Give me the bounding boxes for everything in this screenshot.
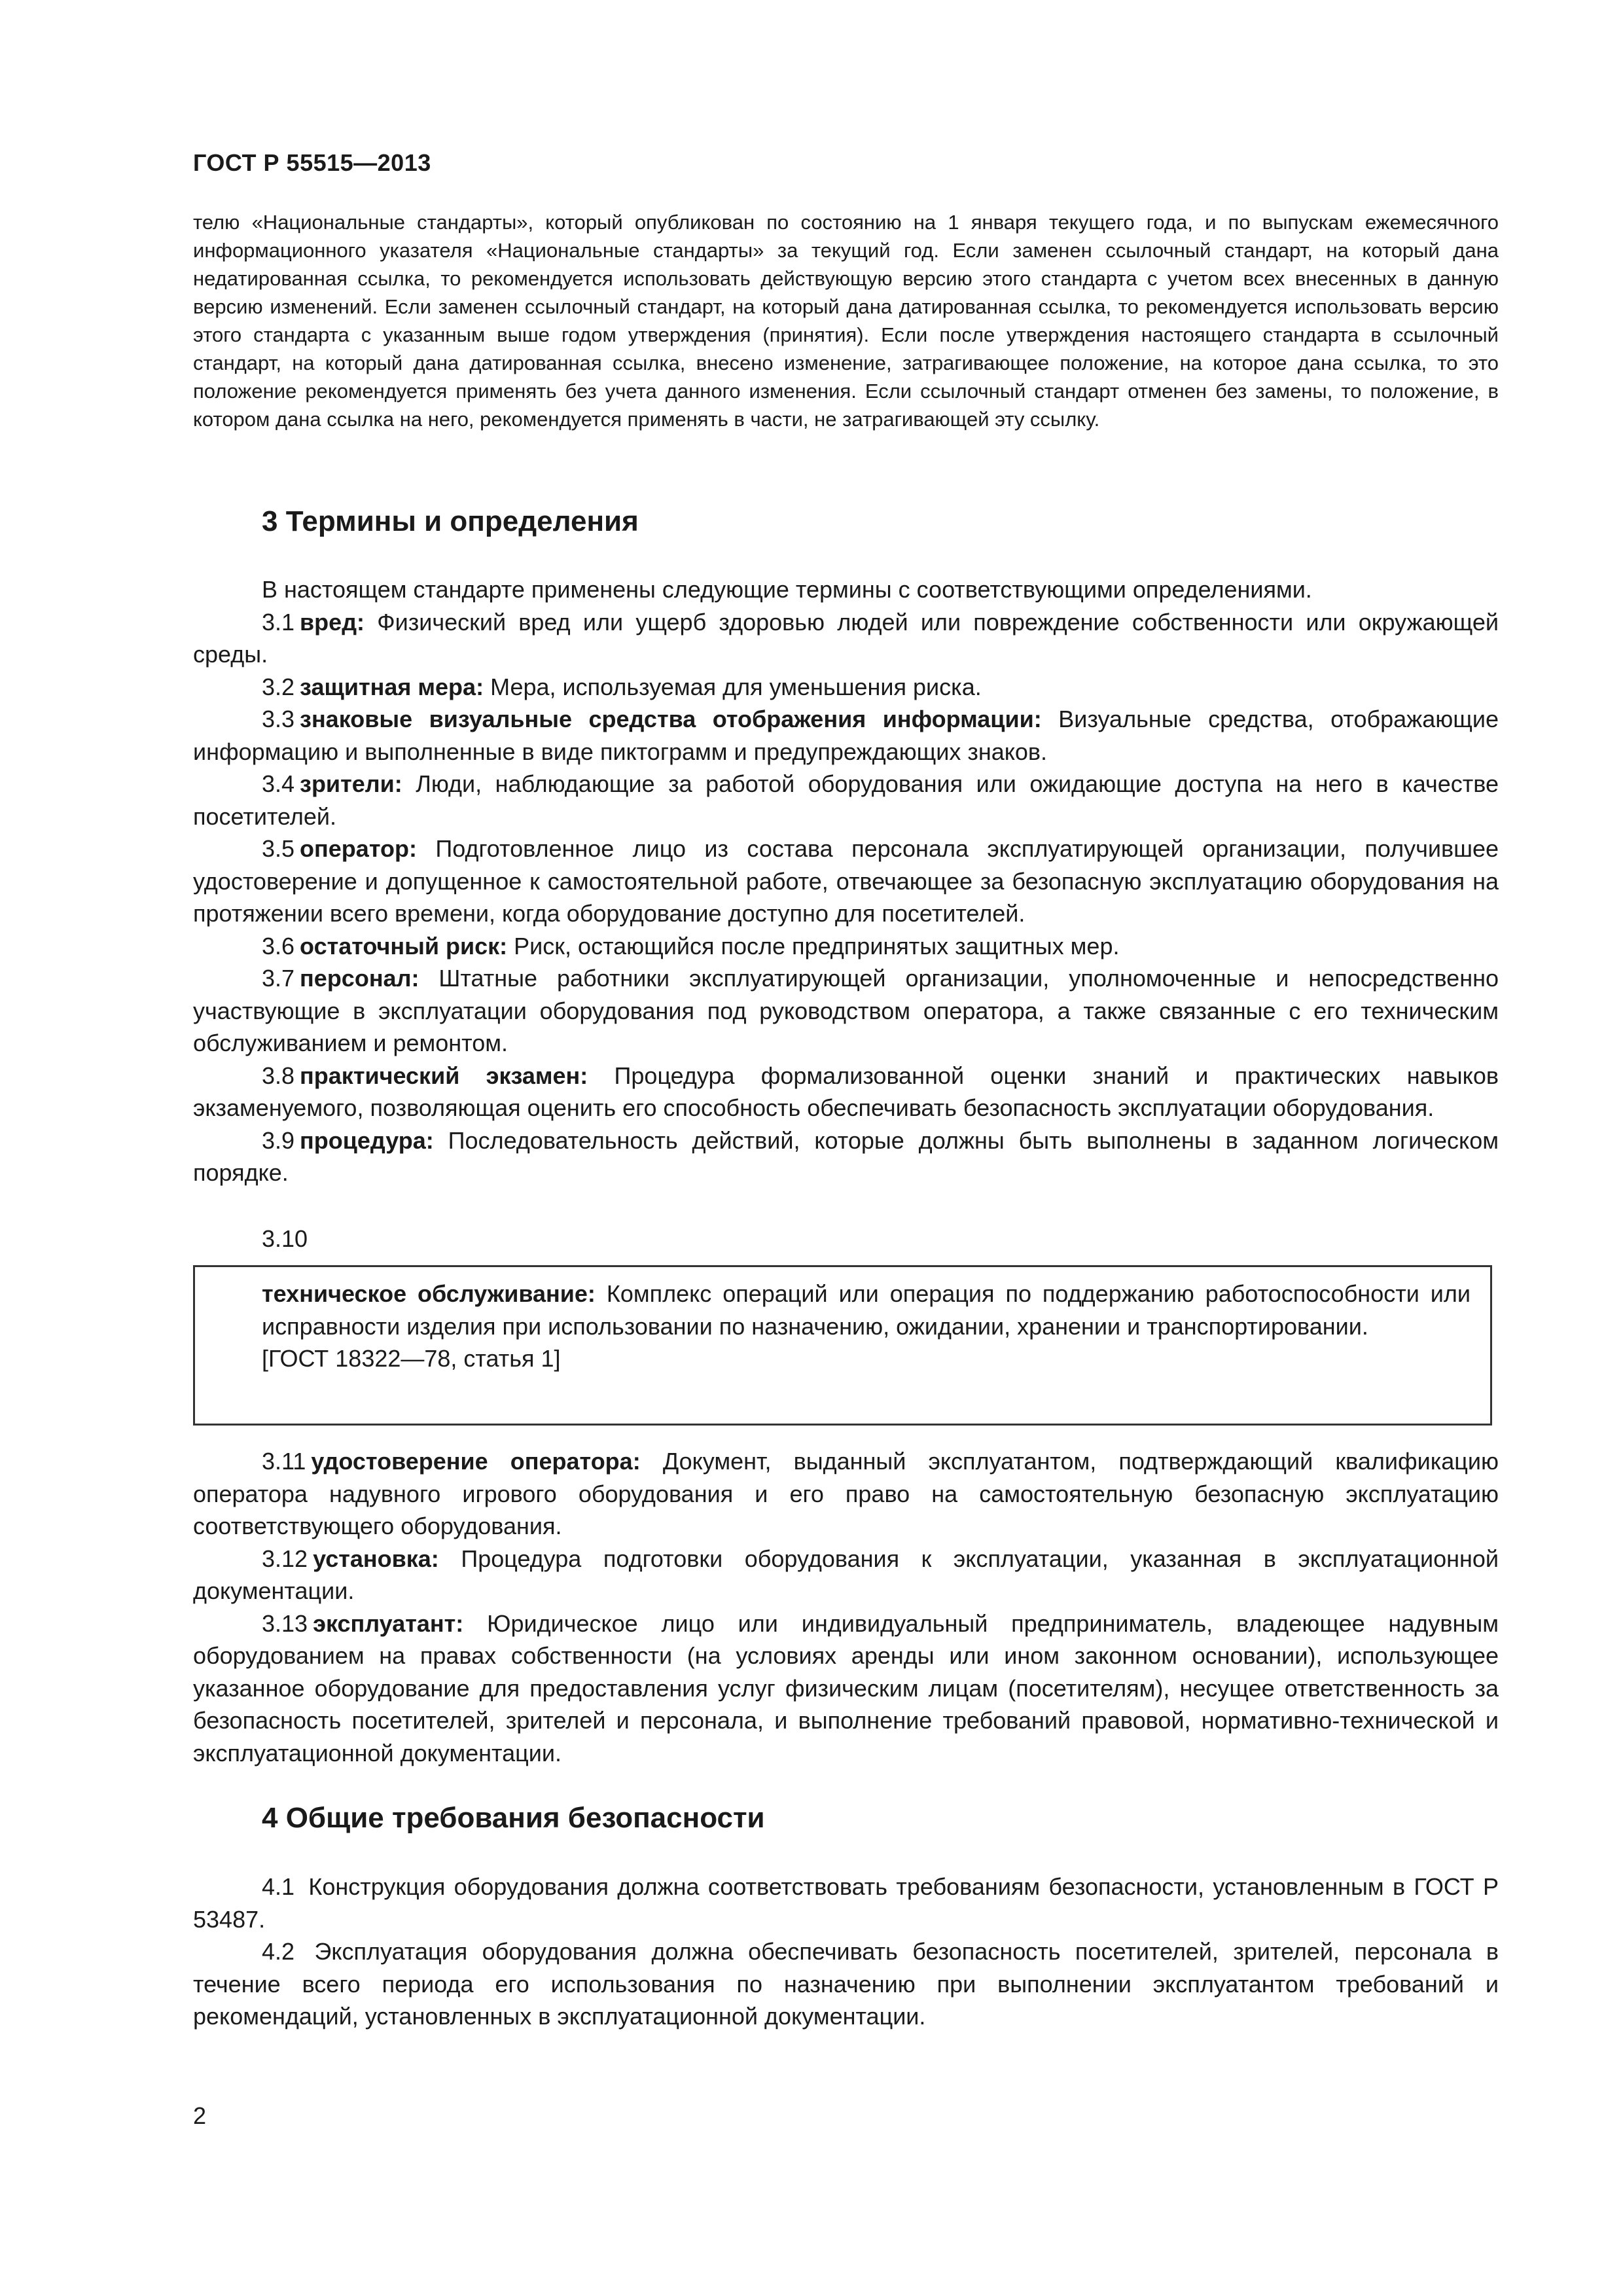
term-3-13 bbox=[193, 1607, 1499, 1770]
clause-text: Эксплуатация оборудования должна обеспечивать безопасность посетителей, зрителей, персонала в течение всего периода его использования по назначению при выполнении эксплуатантом требований и рекомендаций, установленных в эксплуатационной документации. bbox=[193, 1938, 1499, 2030]
term-name: эксплуатант: bbox=[313, 1609, 464, 1637]
term-definition: Визуальные средства, отображающие информацию и выполненные в виде пиктограмм и предупреждающих знаков. bbox=[193, 706, 1499, 765]
term-3-10-number: 3.10 bbox=[262, 1225, 308, 1252]
term-3-6 bbox=[193, 930, 1499, 963]
term-name: установка: bbox=[313, 1545, 439, 1572]
term-definition: Последовательность действий, которые должны быть выполнены в заданном логическом порядке. bbox=[193, 1126, 1499, 1186]
section-3-lead: В настоящем стандарте применены следующие термины с соответствующими определениями. bbox=[262, 576, 1312, 603]
intro-paragraph bbox=[193, 208, 1499, 433]
term-name: практический экзамен: bbox=[300, 1062, 588, 1089]
term-name: техническое обслуживание: bbox=[262, 1280, 596, 1307]
term-definition: Штатные работники эксплуатирующей организации, уполномоченные и непосредственно участвующие в эксплуатации оборудования под руководством оператора, а также связанные с его техническим обслуживанием и ремонтом. bbox=[193, 965, 1499, 1056]
term-source-reference: [ГОСТ 18322—78, статья 1] bbox=[262, 1345, 561, 1372]
term-name: удостоверение оператора: bbox=[311, 1448, 641, 1475]
term-definition: Процедура формализованной оценки знаний и практических навыков экзаменуемого, позволяющая оценить его способность обеспечивать безопасность эксплуатации оборудования. bbox=[193, 1062, 1499, 1121]
section-3-body-continued bbox=[193, 1445, 1499, 1769]
term-3-2 bbox=[193, 671, 1499, 704]
clause-number: 4.1 bbox=[262, 1873, 295, 1900]
term-name: оператор: bbox=[300, 835, 417, 862]
term-name: процедура: bbox=[300, 1126, 434, 1154]
document-header: ГОСТ Р 55515—2013 bbox=[193, 149, 431, 176]
term-definition: Мера, используемая для уменьшения риска. bbox=[490, 673, 982, 700]
term-number: 3.13 bbox=[262, 1609, 308, 1637]
term-name: знаковые визуальные средства отображения информации: bbox=[300, 706, 1042, 732]
term-3-7 bbox=[193, 962, 1499, 1060]
clause-number: 4.2 bbox=[262, 1938, 295, 1965]
term-name: защитная мера: bbox=[300, 673, 484, 700]
term-definition: Физический вред или ущерб здоровью людей или повреждение собственности или окружающей среды. bbox=[193, 608, 1499, 668]
term-number: 3.12 bbox=[262, 1545, 308, 1572]
term-definition: Процедура подготовки оборудования к эксплуатации, указанная в эксплуатационной документации. bbox=[193, 1545, 1499, 1604]
term-3-1 bbox=[193, 606, 1499, 671]
term-number: 3.7 bbox=[262, 965, 295, 992]
term-number: 3.9 bbox=[262, 1126, 295, 1154]
term-3-3 bbox=[193, 703, 1499, 768]
term-number: 3.6 bbox=[262, 932, 295, 960]
term-number: 3.5 bbox=[262, 835, 295, 862]
term-3-5 bbox=[193, 833, 1499, 930]
term-3-8 bbox=[193, 1060, 1499, 1124]
clause-4-2 bbox=[193, 1935, 1499, 2033]
term-name: зрители: bbox=[300, 770, 402, 797]
term-3-10-box bbox=[193, 1265, 1492, 1426]
term-number: 3.3 bbox=[262, 706, 295, 732]
page-number: 2 bbox=[193, 2102, 207, 2129]
term-number: 3.2 bbox=[262, 673, 295, 700]
term-definition: Комплекс операций или операция по поддержанию работоспособности или исправности изделия при использовании по назначению, ожидании, хранении и транспортировании. bbox=[262, 1280, 1471, 1340]
term-definition: Люди, наблюдающие за работой оборудования или ожидающие доступа на него в качестве посетителей. bbox=[193, 770, 1499, 830]
term-name: остаточный риск: bbox=[300, 932, 508, 960]
term-name: персонал: bbox=[300, 965, 419, 992]
term-number: 3.8 bbox=[262, 1062, 295, 1089]
term-3-11 bbox=[193, 1445, 1499, 1543]
term-number: 3.11 bbox=[262, 1448, 306, 1475]
term-3-12 bbox=[193, 1543, 1499, 1607]
term-definition: Подготовленное лицо из состава персонала эксплуатирующей организации, получившее удостоверение и допущенное к самостоятельной работе, отвечающее за безопасную эксплуатацию оборудования на протяжении всего времени, когда оборудование доступно для посетителей. bbox=[193, 835, 1499, 927]
clause-text: Конструкция оборудования должна соответствовать требованиям безопасности, установленным в ГОСТ Р 53487. bbox=[193, 1873, 1499, 1933]
term-3-4 bbox=[193, 768, 1499, 833]
term-number: 3.4 bbox=[262, 770, 295, 797]
clause-4-1 bbox=[193, 1871, 1499, 1935]
section-4-body bbox=[193, 1871, 1499, 2033]
term-name: вред: bbox=[300, 608, 365, 636]
term-3-9 bbox=[193, 1124, 1499, 1189]
term-definition: Документ, выданный эксплуатантом, подтверждающий квалификацию оператора надувного игрового оборудования и его право на самостоятельную безопасную эксплуатацию соответствующего оборудования. bbox=[193, 1448, 1499, 1539]
term-3-10 bbox=[262, 1278, 1471, 1342]
intro-text: телю «Национальные стандарты», который опубликован по состоянию на 1 января текущего года, и по выпускам ежемесячного информационного указателя «Национальные стандарты» за текущий год. Если заменен ссылочный стандарт, на который дана недатированная ссылка, то рекомендуется использовать действующую версию этого стандарта с учетом всех внесенных в данную версию изменений. Если заменен ссылочный стандарт, на который дана датированная ссылка, то рекомендуется использовать версию этого стандарта с указанным выше годом утверждения (принятия). Если после утверждения настоящего стандарта в ссылочный стандарт, на который дана датированная ссылка, внесено изменение, затрагивающее положение, на которое дана ссылка, то это положение рекомендуется применять без учета данного изменения. Если ссылочный стандарт отменен без замены, то положение, в котором дана ссылка на него, рекомендуется применять в части, не затрагивающей эту ссылку. bbox=[193, 211, 1499, 431]
term-definition: Риск, остающийся после предпринятых защитных мер. bbox=[514, 932, 1120, 960]
section-3-body bbox=[193, 573, 1499, 1189]
section-3-heading: 3 Термины и определения bbox=[262, 505, 639, 537]
section-4-heading: 4 Общие требования безопасности bbox=[262, 1802, 765, 1834]
term-definition: Юридическое лицо или индивидуальный предприниматель, владеющее надувным оборудованием на правах собственности (на условиях аренды или ином законном основании), использующее указанное оборудование для предоставления услуг физическим лицам (посетителям), несущее ответственность за безопасность посетителей, зрителей и персонала, и выполнение требований правовой, нормативно-технической и эксплуатационной документации. bbox=[193, 1609, 1499, 1767]
term-number: 3.1 bbox=[262, 608, 295, 636]
